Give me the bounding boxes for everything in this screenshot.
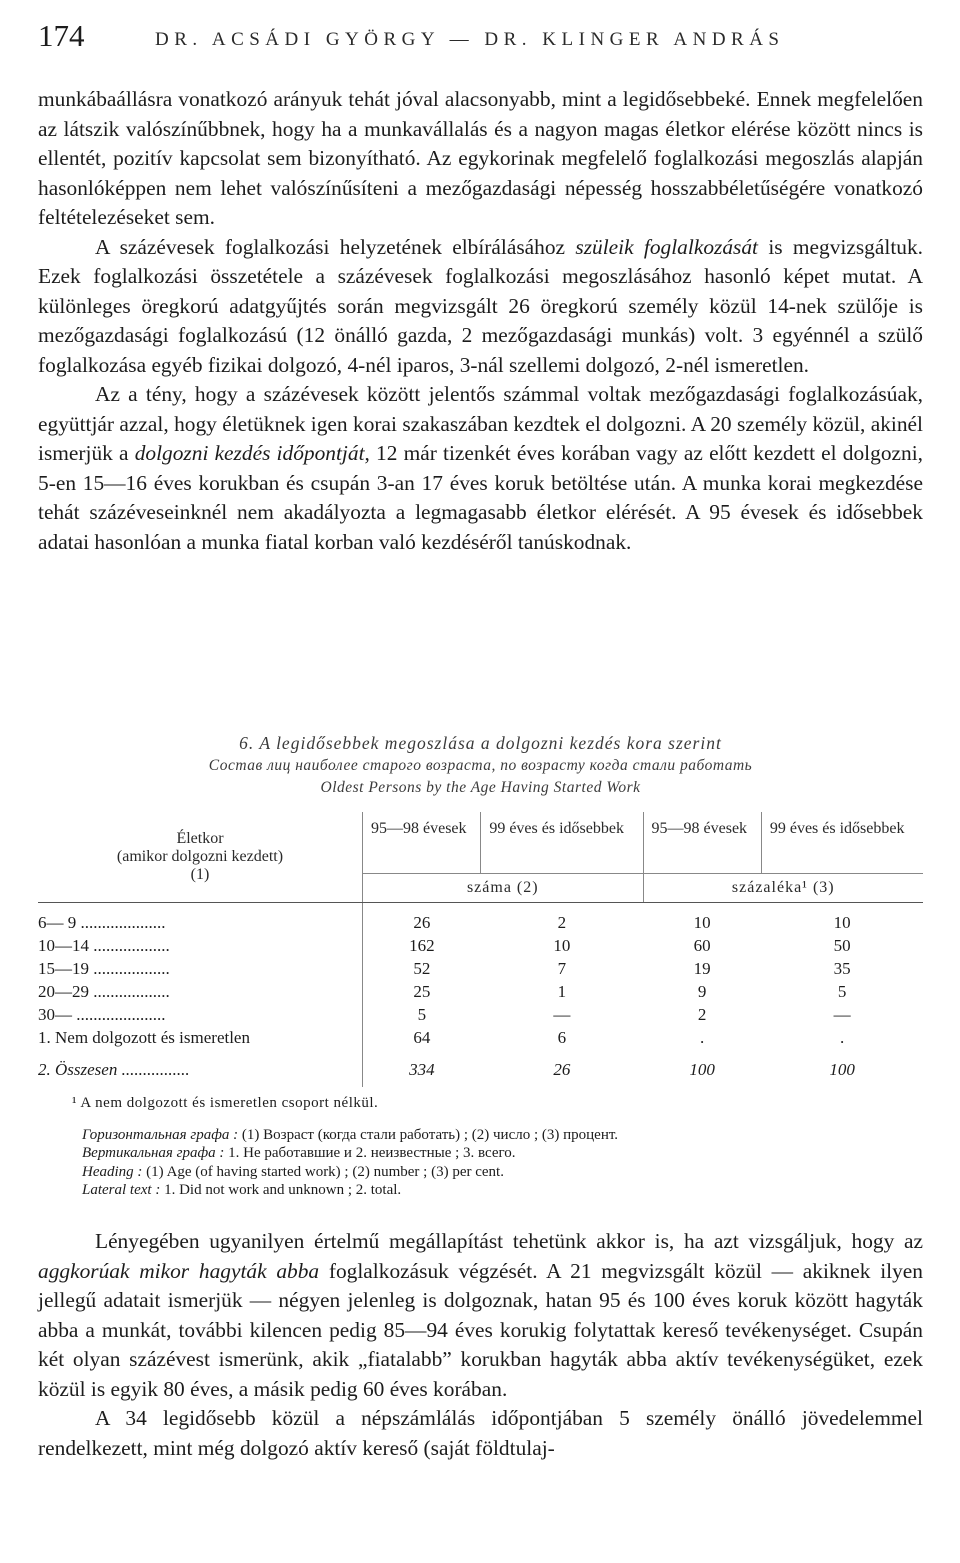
cell-value: 5 bbox=[837, 981, 847, 1001]
paragraph-3 bbox=[38, 380, 923, 557]
gloss-english-lateral-text: 1. Did not work and unknown ; 2. total. bbox=[160, 1182, 402, 1198]
cell-value: 50 bbox=[833, 935, 851, 955]
paragraph-2-emphasis: szüleik foglalkozását bbox=[575, 234, 758, 259]
gloss-russian-heading bbox=[82, 1126, 618, 1144]
paragraph-5: A 34 legidősebb közül a népszámlálás időpontjában 5 személy önálló jövedelemmel rendelkezett, mint még dolgozó aktív kereső (saját földtulaj- bbox=[38, 1406, 923, 1460]
paragraph-1: munkábaállásra vonatkozó arányuk tehát jóval alacsonyabb, mint a legidősebbeké. Ennek megfelelően az látszik valószínűbbnek, hogy ha a munkavállalás és a nagyon magas életkor elérése között nincs is ellentét, pozitív kapcsolat sem bizonyítható. Az egykorinak megfelelő foglalkozási megoszlás alapján hasonlóképpen nem lehet valószínűsíteni a mezőgazdasági népesség hosszabbéletűségére vonatkozó feltételezéseket sem. bbox=[38, 87, 923, 229]
gloss-english-heading-text: (1) Age (of having started work) ; (2) number ; (3) per cent. bbox=[142, 1164, 504, 1180]
page-number: 174 bbox=[38, 18, 85, 53]
paragraph-3-text-a: Az a tény, hogy a százévesek között jelentős számmal voltak mezőgazdasági foglalkozásúak, együttjár azzal, hogy életüknek igen korai szakaszában kezdtek el dolgozni. A 20 személy közül, akinél ismerjük a bbox=[38, 382, 923, 465]
paragraph-3-text-b: , 12 már tizenkét éves korában vagy az előtt kezdett el dolgozni, 5-en 15—16 éves korukban és csupán 3-an 17 éves koruk betöltése után. A munka korai megkezdése tehát százéveseinknél nem akadályozta a legmagasabb életkor elérését. A 95 évesek és idősebbek adatai hasonlóan a munka fiatal korban való kezdéséről tanúskodnak. bbox=[38, 441, 923, 554]
cell-value: 52 bbox=[413, 958, 431, 978]
cell-value: 26 bbox=[413, 912, 431, 932]
total-value: 26 bbox=[553, 1060, 571, 1079]
col-header-pct-95-98: 95—98 évesek bbox=[643, 812, 761, 874]
gloss-english-heading bbox=[82, 1163, 504, 1181]
cell-value: 19 bbox=[693, 958, 711, 978]
row-label: 30— ..................... bbox=[38, 1003, 363, 1026]
col-header-count-95-98: 95—98 évesek bbox=[363, 812, 481, 874]
cell-value: 5 bbox=[417, 1004, 427, 1024]
total-value: 100 bbox=[829, 1060, 855, 1079]
cell-value: 60 bbox=[693, 935, 711, 955]
cell-value: 10 bbox=[693, 912, 711, 932]
paragraph-4-text-b: foglalkozásuk végzését. A 21 megvizsgált közül — akiknek ilyen jellegű adatait ismerjük — négyen jelenleg is dolgoznak, hatan 95 és 100 éves koruk között hagyták abba a munkát, további kilencen pedig 85—94 éves korukig folytattak kereső tevékenységet. Csupán két olyan százévest ismerünk, akik „fiatalabb” korukban hagyták abba aktív tevékenységüket, ezek közül is egyik 80 éves, a másik pedig 60 éves korában. bbox=[38, 1258, 923, 1401]
total-value: 334 bbox=[409, 1060, 435, 1079]
table-row bbox=[38, 1026, 923, 1049]
stub-header-line-2: (amikor dolgozni kezdett) bbox=[116, 848, 284, 865]
group-header-count: száma (2) bbox=[363, 874, 644, 903]
row-label: 15—19 .................. bbox=[38, 957, 363, 980]
paragraph-2-text-a: A százévesek foglalkozási helyzetének elbírálásához bbox=[95, 234, 576, 259]
paragraph-4-emphasis: aggkorúak mikor hagyták abba bbox=[38, 1258, 320, 1283]
row-label: 10—14 .................. bbox=[38, 934, 363, 957]
paragraph-2 bbox=[38, 233, 923, 381]
cell-value: — bbox=[553, 1004, 571, 1024]
total-value: 100 bbox=[689, 1060, 715, 1079]
table-caption-russian: Состав лиц наиболее старого возраста, по возрасту когда стали работать bbox=[208, 757, 753, 774]
col-header-pct-99-plus: 99 éves és idősebbek bbox=[761, 812, 923, 874]
stub-header-line-3: (1) bbox=[190, 866, 210, 883]
total-label: 2. Összesen ................ bbox=[38, 1049, 363, 1087]
body-text-bottom bbox=[38, 1227, 923, 1463]
gloss-english-heading-label: Heading : bbox=[82, 1164, 143, 1180]
gloss-russian-lateral-text: 1. Не работавшие и 2. неизвестные ; 3. всего. bbox=[224, 1145, 516, 1161]
cell-value: 64 bbox=[413, 1027, 431, 1047]
table-row bbox=[38, 934, 923, 957]
age-started-work-table bbox=[38, 812, 923, 1087]
cell-value: 6 bbox=[557, 1027, 567, 1047]
gloss-english-lateral-label: Lateral text : bbox=[82, 1182, 161, 1198]
cell-value: 2 bbox=[697, 1004, 707, 1024]
cell-value: — bbox=[833, 1004, 851, 1024]
running-head: DR. ACSÁDI GYÖRGY — DR. KLINGER ANDRÁS bbox=[155, 29, 785, 50]
table-row bbox=[38, 980, 923, 1003]
cell-value: . bbox=[840, 1027, 845, 1047]
table-caption-hungarian: 6. A legidősebbek megoszlása a dolgozni kezdés kora szerint bbox=[239, 733, 722, 753]
table-footnote: ¹ A nem dolgozott és ismeretlen csoport nélkül. bbox=[72, 1095, 379, 1111]
stub-header-line-1: Életkor bbox=[176, 830, 224, 847]
cell-value: 10 bbox=[833, 912, 851, 932]
body-text-top bbox=[38, 85, 923, 557]
paragraph-4-text-a: Lényegében ugyanilyen értelmű megállapítást tehetünk akkor is, ha azt vizsgáljuk, hogy az bbox=[95, 1229, 923, 1253]
col-header-count-99-plus: 99 éves és idősebbek bbox=[481, 812, 643, 874]
cell-value: 25 bbox=[413, 981, 431, 1001]
table-row bbox=[38, 903, 923, 935]
gloss-russian-lateral bbox=[82, 1144, 516, 1162]
row-label: 20—29 .................. bbox=[38, 980, 363, 1003]
table-total-row bbox=[38, 1049, 923, 1087]
cell-value: . bbox=[700, 1027, 705, 1047]
table-row bbox=[38, 957, 923, 980]
paragraph-2-text-b: is megvizsgáltuk. Ezek foglalkozási összetétele a százévesek foglalkozási megoszlásához hasonló képet mutat. A különleges öregkorú adatgyűjtés során megvizsgált 26 öregkorú személy közül 14-nek szülője is mezőgazdasági foglalkozású (12 önálló gazda, 2 mezőgazdasági munkás) volt. 3 egyénnél a szülő foglalkozása egyéb fizikai dolgozó, 4-nél iparos, 3-nál szellemi dolgozó, 2-nél ismeretlen. bbox=[38, 234, 923, 377]
cell-value: 10 bbox=[553, 935, 571, 955]
cell-value: 2 bbox=[557, 912, 567, 932]
cell-value: 9 bbox=[697, 981, 707, 1001]
table-row bbox=[38, 1003, 923, 1026]
cell-value: 162 bbox=[409, 935, 435, 955]
cell-value: 1 bbox=[557, 981, 567, 1001]
cell-value: 7 bbox=[557, 958, 567, 978]
cell-value: 35 bbox=[833, 958, 851, 978]
stub-header bbox=[38, 812, 363, 903]
paragraph-3-emphasis: dolgozni kezdés időpontját bbox=[134, 441, 365, 465]
table-caption-english: Oldest Persons by the Age Having Started Work bbox=[320, 779, 641, 796]
gloss-english-lateral bbox=[82, 1181, 401, 1199]
row-label: 6— 9 .................... bbox=[38, 903, 363, 935]
gloss-russian-heading-text: (1) Возраст (когда стали работать) ; (2) число ; (3) процент. bbox=[238, 1127, 619, 1143]
page-header bbox=[38, 16, 922, 56]
paragraph-4 bbox=[38, 1227, 923, 1404]
group-header-percent: százaléka¹ (3) bbox=[643, 874, 923, 903]
gloss-russian-lateral-label: Вертикальная графа : bbox=[82, 1145, 225, 1161]
gloss-russian-heading-label: Горизонтальная графа : bbox=[82, 1127, 239, 1143]
row-label: 1. Nem dolgozott és ismeretlen bbox=[38, 1026, 363, 1049]
